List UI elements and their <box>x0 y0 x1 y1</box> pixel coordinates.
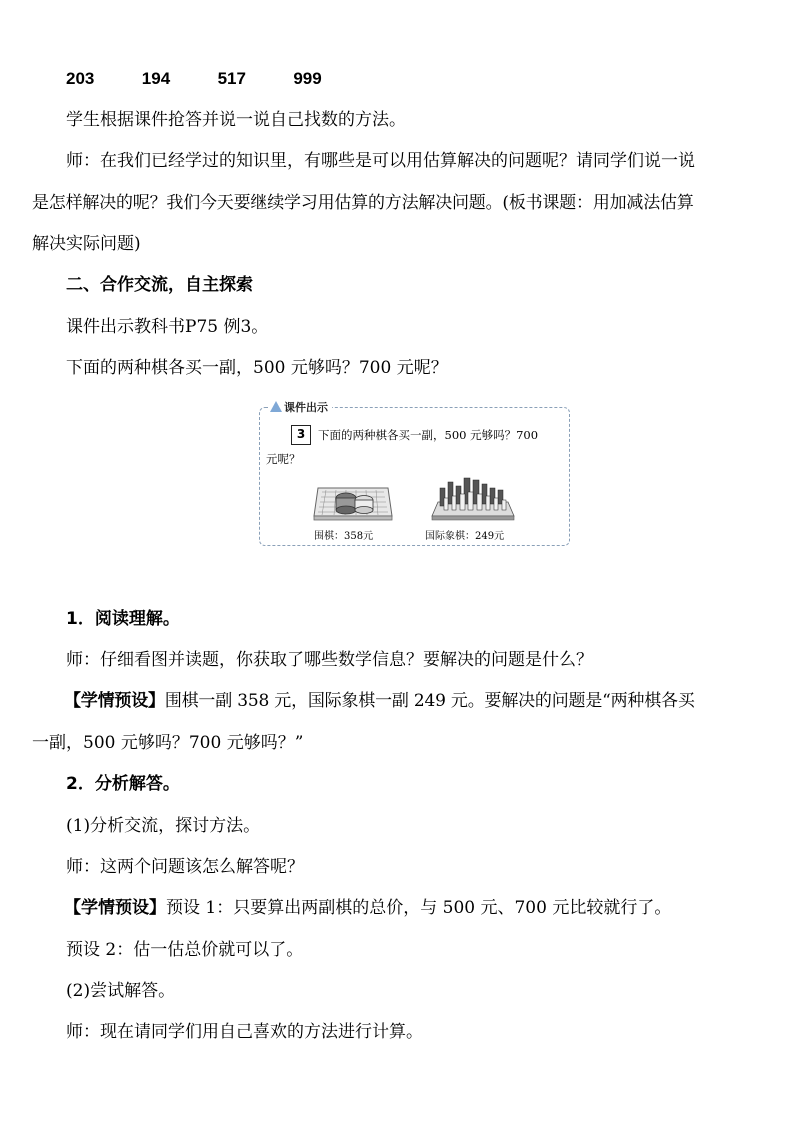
number-row <box>66 68 794 90</box>
example-number-box: 3 <box>291 425 311 445</box>
paragraph: 下面的两种棋各买一副，500 元够吗？700 元呢？ <box>66 358 448 378</box>
number-item: 194 <box>141 69 171 88</box>
paragraph <box>64 897 794 919</box>
section-heading: 二、合作交流，自主探索 <box>66 275 253 295</box>
number-item: 203 <box>66 69 95 88</box>
go-price-caption: 围棋：358元 <box>314 531 374 542</box>
chess-board-illustration <box>428 468 518 524</box>
preset-text: 围棋一副 358 元，国际象棋一副 249 元。要解决的问题是“两种棋各买 <box>164 691 695 711</box>
number-item: 999 <box>293 69 322 88</box>
number-item: 517 <box>217 69 246 88</box>
paragraph-continuation: 是怎样解决的呢？我们今天要继续学习用估算的方法解决问题。(板书课题：用加减法估算 <box>32 193 694 213</box>
paragraph: 师：现在请同学们用自己喜欢的方法进行计算。 <box>66 1022 423 1042</box>
paragraph: 师：在我们已经学过的知识里，有哪些是可以用估算解决的问题呢？请同学们说一说 <box>66 151 695 171</box>
step-heading: 2．分析解答。 <box>66 774 180 794</box>
paragraph: 师：仔细看图并读题，你获取了哪些数学信息？要解决的问题是什么？ <box>66 650 593 670</box>
paragraph-continuation: 解决实际问题) <box>32 234 141 254</box>
step-heading: 1．阅读理解。 <box>66 609 180 629</box>
preset-text: 预设 1：只要算出两副棋的总价，与 500 元、700 元比较就行了。 <box>166 898 672 918</box>
paragraph: 课件出示教科书P75 例3。 <box>66 317 269 337</box>
paragraph: 预设 2：估一估总价就可以了。 <box>66 940 304 960</box>
preset-tag: 【学情预设】 <box>64 691 165 711</box>
paragraph <box>64 690 794 712</box>
go-board-illustration <box>310 480 394 526</box>
paragraph: (1)分析交流，探讨方法。 <box>66 816 261 836</box>
paragraph: (2)尝试解答。 <box>66 981 176 1001</box>
chess-price-caption: 国际象棋：249元 <box>425 531 505 542</box>
courseware-tab-label: 课件出示 <box>270 399 332 416</box>
preset-tag: 【学情预设】 <box>64 898 166 918</box>
paragraph-continuation: 一副，500 元够吗？700 元够吗？” <box>32 733 304 753</box>
paragraph: 师：这两个问题该怎么解答呢？ <box>66 857 304 877</box>
courseware-figure <box>259 401 570 546</box>
figure-question-line: 元呢？ <box>266 452 301 466</box>
paragraph: 学生根据课件抢答并说一说自己找数的方法。 <box>66 110 406 130</box>
figure-question-line: 下面的两种棋各买一副，500 元够吗？700 <box>318 428 539 442</box>
